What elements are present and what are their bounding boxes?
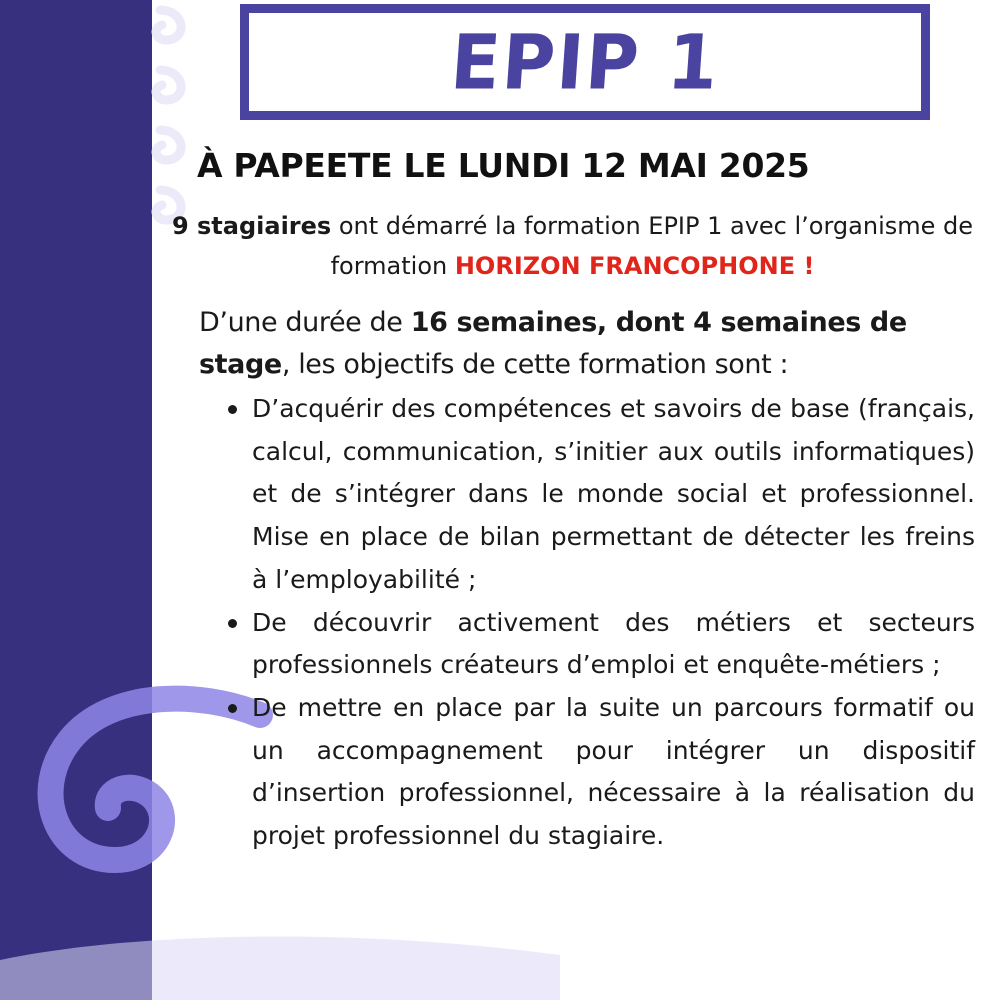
swirl-ornament-1 [156,10,181,40]
page-title: EPIP 1 [447,17,723,107]
list-item: De mettre en place par la suite un parcours formatif ou un accompagnement pour intégrer un dispositif d’insertion professionnel, nécessaire à la réalisation du projet professionnel du stagiaire. [252,687,975,858]
trainee-count: 9 stagiaires [171,212,332,240]
objectives-list [252,388,975,858]
intro-text-body: ont démarré la formation EPIP 1 avec l’organisme de formation [330,212,974,280]
intro-text [170,206,975,286]
swirl-ornament-2 [156,70,181,100]
duration-bold: 16 semaines, dont 4 semaines de stage [199,307,907,380]
organism-name: HORIZON FRANCOPHONE ! [454,252,815,280]
swirl-ornament-3 [156,130,181,160]
duration-paragraph [199,302,975,386]
list-item: D’acquérir des compétences et savoirs de base (français, calcul, communication, s’initier aux outils informatiques) et de s’intégrer dans le monde social et professionnel. Mise en place de bilan permettant de détecter les freins à l’employabilité ; [252,388,975,602]
list-item: De découvrir activement des métiers et secteurs professionnels créateurs d’emploi et enquête-métiers ; [252,602,975,687]
left-sidebar-band [0,0,152,1000]
title-banner [240,4,930,120]
duration-text-2: , les objectifs de cette formation sont : [281,349,789,380]
date-heading: À PAPEETE LE LUNDI 12 MAI 2025 [197,146,810,185]
duration-text-1: D’une durée de [199,307,411,338]
